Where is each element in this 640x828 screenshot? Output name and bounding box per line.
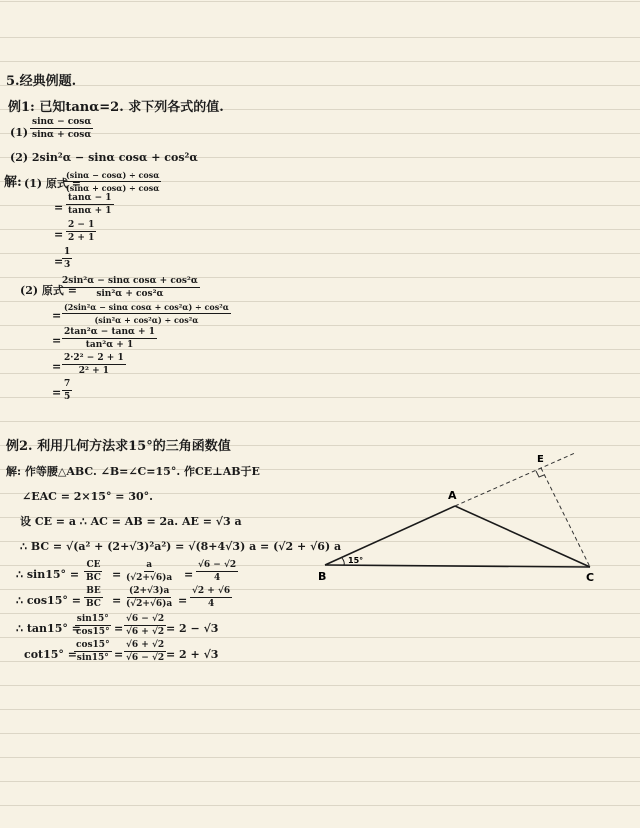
example2-line1: 解: 作等腰△ABC. ∠B=∠C=15°. 作CE⊥AB于E xyxy=(6,465,260,478)
fraction-denominator: 4 xyxy=(207,599,215,609)
solution2-label: (2) 原式 = xyxy=(20,284,77,297)
fraction-denominator: tanα + 1 xyxy=(68,206,112,216)
fraction-numerator: 1 xyxy=(64,247,71,257)
fraction-denominator: 4 xyxy=(213,573,221,583)
example1-title: 例1: 已知tanα=2. 求下列各式的值. xyxy=(8,100,224,115)
angle-b-label: 15° xyxy=(348,556,364,565)
side-bc xyxy=(325,565,590,567)
fraction-numerator: √6 + √2 xyxy=(126,640,165,650)
fraction-numerator: (sinα − cosα) ÷ cosα xyxy=(66,170,160,180)
fraction-denominator: 2² + 1 xyxy=(78,366,110,376)
fraction-denominator: √6 + √2 xyxy=(126,627,165,637)
perpendicular-ce xyxy=(541,468,590,567)
equals-sign: = xyxy=(184,568,194,581)
equals-sign: = xyxy=(112,594,122,607)
fraction-numerator: BE xyxy=(86,586,101,596)
example1-q2: (2) 2sin²α − sinα cosα + cos²α xyxy=(10,151,198,164)
fraction-denominator: (sinα + cosα) ÷ cosα xyxy=(66,183,160,193)
fraction-denominator: (√2+√6)a xyxy=(126,599,173,609)
fraction-denominator: cos15° xyxy=(76,627,110,637)
fraction-numerator: 2tan²α − tanα + 1 xyxy=(64,327,155,337)
equals-sign: = xyxy=(54,228,64,241)
equals-sign: = xyxy=(54,201,64,214)
fraction-numerator: a xyxy=(146,560,153,570)
fraction-denominator: √6 − √2 xyxy=(126,653,165,663)
equals-sign: = xyxy=(52,334,62,347)
vertex-a-label: A xyxy=(448,489,457,502)
equals-sign: = xyxy=(52,360,62,373)
angle-b-arc xyxy=(342,558,344,565)
fraction-denominator: 3 xyxy=(64,260,71,270)
fraction-numerator: 7 xyxy=(64,379,71,389)
fraction-denominator: tan²α + 1 xyxy=(85,340,134,350)
solution-label: 解: xyxy=(4,175,22,190)
cot15-label: cot15° = xyxy=(24,648,77,661)
cos15-label: ∴ cos15° = xyxy=(16,594,81,607)
fraction-denominator: sin15° xyxy=(76,653,109,663)
section-title: 5.经典例题. xyxy=(6,74,77,89)
example2-line2: ∠EAC = 2×15° = 30°. xyxy=(22,490,153,503)
equals-sign: = xyxy=(54,255,64,268)
fraction-numerator: 2·2² − 2 + 1 xyxy=(64,353,124,363)
fraction-denominator: 2 + 1 xyxy=(68,233,95,243)
solution1-label: (1) 原式 = xyxy=(24,177,81,190)
vertex-c-label: C xyxy=(586,571,595,584)
fraction-numerator: (2sin²α − sinα cosα + cos²α) ÷ cos²α xyxy=(64,302,229,312)
cot15-result: = 2 + √3 xyxy=(166,648,219,661)
example2-line4: ∴ BC = √(a² + (2+√3)²a²) = √(8+4√3) a = (√2 + √6) a xyxy=(20,540,342,553)
equals-sign: = xyxy=(114,622,124,635)
equals-sign: = xyxy=(52,309,62,322)
equals-sign: = xyxy=(52,386,62,399)
tan15-label: ∴ tan15° = xyxy=(16,622,81,635)
equals-sign: = xyxy=(114,648,124,661)
fraction-denominator: 5 xyxy=(64,392,71,402)
fraction-denominator: BC xyxy=(86,599,101,609)
fraction-numerator: (2+√3)a xyxy=(128,586,170,596)
side-ac xyxy=(455,506,590,567)
fraction-numerator: 2 − 1 xyxy=(68,220,95,230)
sin15-label: ∴ sin15° = xyxy=(16,568,80,581)
fraction-denominator: sin²α + cos²α xyxy=(96,289,164,299)
fraction-numerator: 2sin²α − sinα cosα + cos²α xyxy=(62,276,198,286)
fraction-numerator: sin15° xyxy=(76,614,109,624)
fraction-numerator: √6 − √2 xyxy=(198,560,237,570)
example2-line3: 设 CE = a ∴ AC = AB = 2a. AE = √3 a xyxy=(20,515,242,528)
vertex-b-label: B xyxy=(318,570,327,583)
right-angle-mark xyxy=(536,471,544,477)
example1-q1-label: (1) xyxy=(10,126,29,139)
fraction-numerator: tanα − 1 xyxy=(68,193,112,203)
point-e-label: E xyxy=(537,454,544,465)
tan15-result: = 2 − √3 xyxy=(166,622,219,635)
fraction-denominator: BC xyxy=(86,573,101,583)
fraction-numerator: cos15° xyxy=(76,640,110,650)
fraction-numerator: √2 + √6 xyxy=(192,586,231,596)
extension-ae xyxy=(455,453,575,506)
example2-title: 例2. 利用几何方法求15°的三角函数值 xyxy=(6,439,231,454)
fraction-denominator: sinα + cosα xyxy=(32,130,92,140)
fraction-numerator: √6 − √2 xyxy=(126,614,165,624)
fraction-numerator: sinα − cosα xyxy=(32,117,92,127)
equals-sign: = xyxy=(178,594,188,607)
equals-sign: = xyxy=(112,568,122,581)
fraction-numerator: CE xyxy=(86,560,101,570)
fraction-denominator: (√2+√6)a xyxy=(126,573,173,583)
fraction-denominator: (sin²α + cos²α) ÷ cos²α xyxy=(94,315,199,325)
side-ab xyxy=(325,506,455,565)
